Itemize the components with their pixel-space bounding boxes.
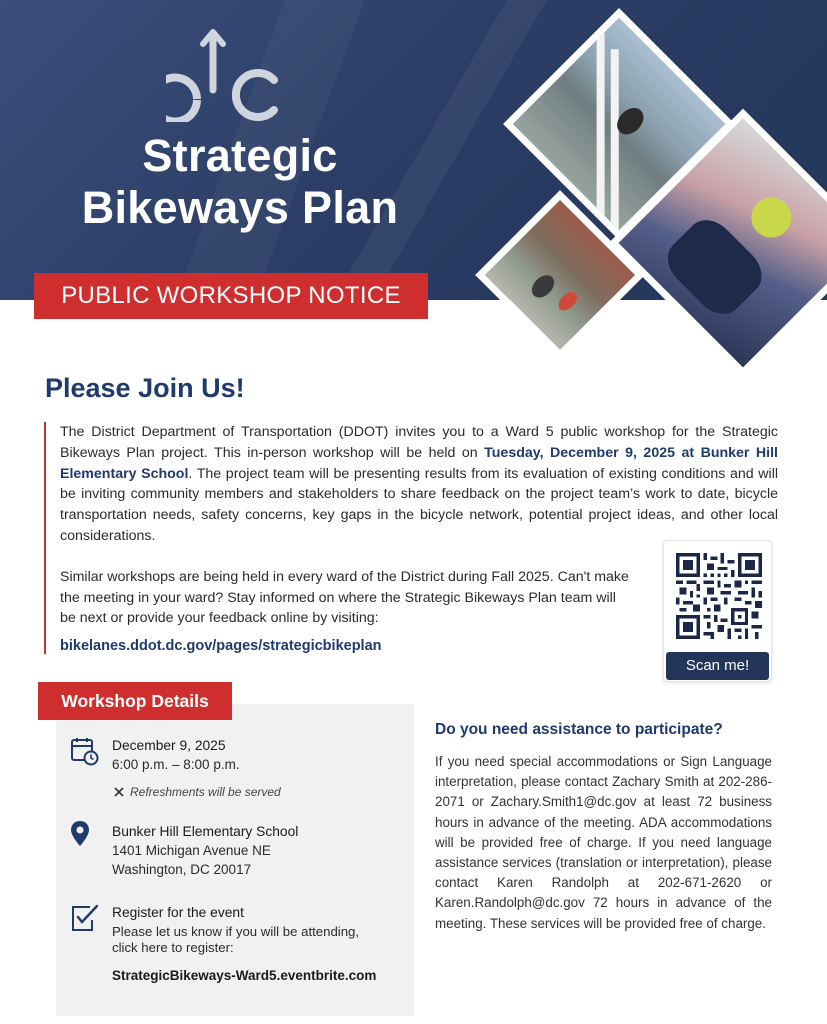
register-text-2: click here to register: <box>112 940 234 955</box>
location-pin-icon <box>68 819 98 849</box>
scan-me-label: Scan me! <box>666 652 769 680</box>
qr-code-icon[interactable] <box>676 553 762 639</box>
page-title <box>40 130 440 234</box>
event-time: 6:00 p.m. – 8:00 p.m. <box>112 757 240 772</box>
intro-text-b: . The project team will be presenting results from its evaluation of existing conditions and will be inviting community members and stakeholders to share feedback on the project team’s work to date, bicycle transportation needs, safety concerns, key gaps in the bicycle network, potential project ideas, and other local considerations. <box>60 465 778 544</box>
register-link[interactable]: StrategicBikeways-Ward5.eventbrite.com <box>112 968 377 983</box>
calendar-clock-icon <box>70 736 100 766</box>
notice-banner: PUBLIC WORKSHOP NOTICE <box>34 273 428 319</box>
event-date: December 9, 2025 <box>112 738 226 753</box>
assistance-heading: Do you need assistance to participate? <box>435 721 723 738</box>
assistance-body: If you need special accommodations or Sign Language interpretation, please contact Zachary Smith at 202-286-2071 or Zachary.Smith1@dc.gov at least 72 business hours in advance of the meeting. ADA accommodations will be provided free of charge. If you need language assistance services (translation or interpretation), please contact Karen Randolph at 202-671-2620 or Karen.Randolph@dc.gov 72 hours in advance of the meeting. These services will be provided free of charge. <box>435 754 772 931</box>
register-title: Register for the event <box>112 905 244 920</box>
rider-figure <box>555 288 580 313</box>
rider-figure <box>527 271 558 302</box>
utensils-icon <box>113 786 125 798</box>
header-banner <box>0 0 827 415</box>
lane-stripe <box>611 49 619 240</box>
intro-heading: Please Join Us! <box>45 373 245 403</box>
address-line-1: 1401 Michigan Avenue NE <box>112 843 271 858</box>
helmet-figure <box>743 189 800 246</box>
intro-paragraph-2: Similar workshops are being held in every ward of the District during Fall 2025. Can't make the meeting in your ward? Stay informed on where the Strategic Bikeways Plan team will be next or provide your feedback online by visiting: <box>60 568 629 627</box>
address-line-2: Washington, DC 20017 <box>112 862 252 877</box>
intro-paragraph <box>60 422 778 547</box>
plan-website-link[interactable]: bikelanes.ddot.dc.gov/pages/strategicbikeplan <box>60 638 382 655</box>
title-line-2: Bikeways Plan <box>81 182 399 233</box>
location-name: Bunker Hill Elementary School <box>112 824 299 839</box>
refreshments-note: Refreshments will be served <box>130 785 281 799</box>
register-text-1: Please let us know if you will be attending, <box>112 924 360 939</box>
qr-card[interactable] <box>663 540 772 682</box>
intro-text-a: The District Department of Transportation (DDOT) invites you to a Ward 5 public workshop for the Strategic Bikeways Plan project. This in-person workshop will be held on <box>60 424 778 461</box>
title-line-1: Strategic <box>142 130 338 181</box>
lane-stripe <box>597 8 605 240</box>
intro-date-location: Tuesday, December 9, 2025 at Bunker Hill Elementary School <box>60 444 778 482</box>
dc-logo-icon <box>166 28 286 122</box>
register-checkbox-icon <box>70 903 100 933</box>
workshop-details-tab: Workshop Details <box>38 682 232 720</box>
